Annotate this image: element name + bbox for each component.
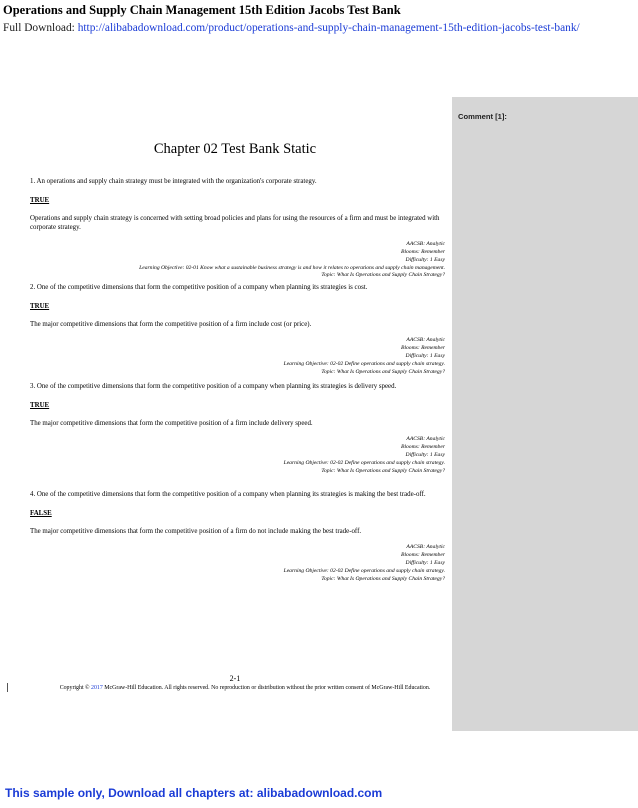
aacsb-tag: AACSB: Analytic <box>406 337 445 344</box>
answer-label: TRUE <box>30 302 50 310</box>
answer-label: TRUE <box>30 196 50 204</box>
copyright-prefix: Copyright © <box>59 685 91 691</box>
question-text: 2. One of the competitive dimensions that form the competitive position of a company when planning its strategies is cost. <box>30 284 368 291</box>
copyright-text: McGraw-Hill Education. All rights reserved. No reproduction or distribution without the prior written consent of McGraw-Hill Education. <box>102 685 431 691</box>
change-bar <box>7 683 8 692</box>
chapter-title: Chapter 02 Test Bank Static <box>153 141 317 157</box>
topic-tag: Topic: What Is Operations and Supply Chain Strategy? <box>321 368 445 375</box>
question-block <box>30 283 445 377</box>
explanation-text: The major competitive dimensions that form the competitive position of a firm include delivery speed. <box>30 419 313 427</box>
topic-tag: Topic: What Is Operations and Supply Chain Strategy? <box>321 272 445 279</box>
comment-label: Comment [1]: <box>458 112 507 121</box>
page-number: 2-1 <box>229 674 241 683</box>
topic-tag: Topic: What Is Operations and Supply Chain Strategy? <box>321 467 445 474</box>
question-metadata <box>30 544 445 584</box>
difficulty-tag: Difficulty: 1 Easy <box>405 256 445 263</box>
question-text: 4. One of the competitive dimensions that form the competitive position of a company when planning its strategies is making the best trade-off. <box>30 491 426 498</box>
difficulty-tag: Difficulty: 1 Easy <box>405 353 445 359</box>
explanation-text: The major competitive dimensions that form the competitive position of a firm do not include making the best trade-off. <box>30 527 362 535</box>
blooms-tag: Blooms: Remember <box>401 345 445 352</box>
question-text: 1. An operations and supply chain strategy must be integrated with the organization's corporate strategy. <box>30 178 317 185</box>
question-metadata <box>30 337 445 377</box>
aacsb-tag: AACSB: Analytic <box>406 544 445 551</box>
aacsb-tag: AACSB: Analytic <box>406 436 445 443</box>
download-line <box>3 22 580 34</box>
footer-banner[interactable]: This sample only, Download all chapters at: alibabadownload.com <box>5 786 383 800</box>
blooms-tag: Blooms: Remember <box>401 552 445 559</box>
learning-objective-tag: Learning Objective: 02-02 Define operations and supply chain strategy. <box>283 567 445 574</box>
blooms-tag: Blooms: Remember <box>401 248 445 255</box>
answer-label: FALSE <box>30 509 52 517</box>
banner-title: Operations and Supply Chain Management 15th Edition Jacobs Test Bank <box>3 3 401 17</box>
aacsb-tag: AACSB: Analytic <box>406 240 445 247</box>
explanation-text: Operations and supply chain strategy is concerned with setting broad policies and plans for using the resources of a firm and must be integrated with corporate strategy. <box>30 214 440 232</box>
learning-objective-tag: Learning Objective: 02-02 Define operations and supply chain strategy. <box>283 360 445 367</box>
topic-tag: Topic: What Is Operations and Supply Chain Strategy? <box>321 575 445 582</box>
difficulty-tag: Difficulty: 1 Easy <box>405 560 445 566</box>
comment-margin <box>452 97 638 731</box>
question-block <box>30 177 445 280</box>
learning-objective-tag: Learning Objective: 02-01 Know what a sustainable business strategy is and how it relates to operations and supply chain management. <box>139 264 445 271</box>
blooms-tag: Blooms: Remember <box>401 444 445 451</box>
answer-label: TRUE <box>30 401 50 409</box>
copyright-notice <box>40 684 450 692</box>
question-block <box>30 382 445 476</box>
copyright-year: 2017 <box>91 685 103 691</box>
learning-objective-tag: Learning Objective: 02-02 Define operations and supply chain strategy. <box>283 459 445 466</box>
difficulty-tag: Difficulty: 1 Easy <box>405 452 445 458</box>
question-block <box>30 490 445 584</box>
download-label: Full Download: <box>3 22 78 34</box>
download-link[interactable]: http://alibabadownload.com/product/operations-and-supply-chain-management-15th-edition-jacobs-test-bank/ <box>77 22 580 34</box>
explanation-text: The major competitive dimensions that form the competitive position of a firm include cost (or price). <box>30 320 312 328</box>
question-text: 3. One of the competitive dimensions that form the competitive position of a company when planning its strategies is delivery speed. <box>30 383 397 390</box>
question-metadata <box>30 436 445 476</box>
question-metadata <box>30 241 445 281</box>
